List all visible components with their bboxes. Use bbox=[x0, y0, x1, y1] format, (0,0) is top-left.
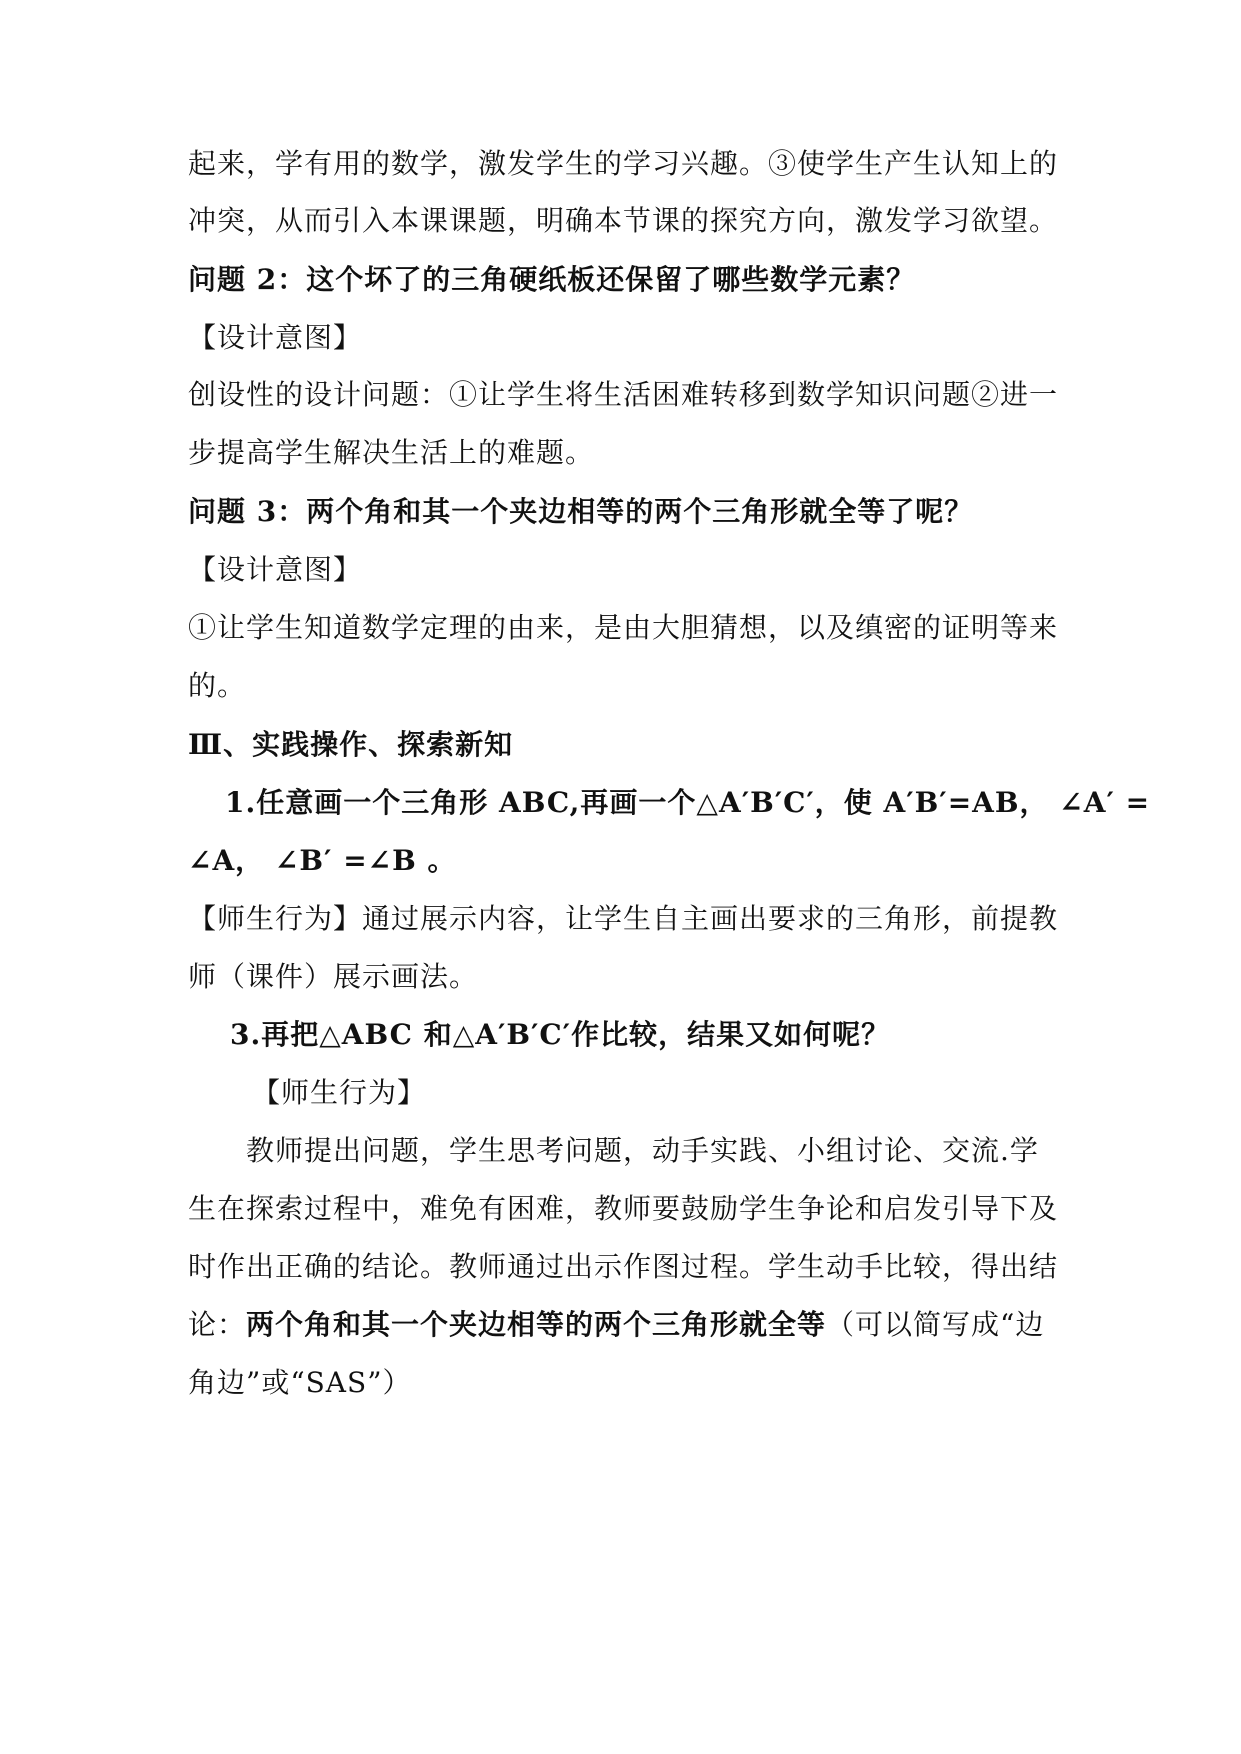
paragraph-line: 【师生行为】通过展示内容，让学生自主画出要求的三角形，前提教 bbox=[188, 902, 1059, 935]
task-line: 1.任意画一个三角形 ABC,再画一个△A′B′C′，使 A′B′=AB， ∠A′ = bbox=[225, 786, 1151, 819]
teacher-student-label: 【师生行为】 bbox=[252, 1076, 427, 1109]
paragraph-line: ①让学生知道数学定理的由来，是由大胆猜想，以及缜密的证明等来 bbox=[188, 611, 1059, 644]
task-line: 3.再把△ABC 和△A′B′C′作比较，结果又如何呢？ bbox=[230, 1018, 891, 1051]
paragraph-line: 起来，学有用的数学，激发学生的学习兴趣。③使学生产生认知上的 bbox=[188, 147, 1059, 180]
question-heading: 问题 2：这个坏了的三角硬纸板还保留了哪些数学元素？ bbox=[188, 263, 916, 296]
conclusion-lead: 论： bbox=[188, 1308, 247, 1341]
paragraph-line: 步提高学生解决生活上的难题。 bbox=[188, 436, 595, 469]
conclusion-bold: 两个角和其一个夹边相等的两个三角形就全等 bbox=[246, 1308, 827, 1341]
paragraph-line: 创设性的设计问题：①让学生将生活困难转移到数学知识问题②进一 bbox=[188, 378, 1059, 411]
paragraph-line: 教师提出问题，学生思考问题，动手实践、小组讨论、交流.学 bbox=[246, 1134, 1039, 1167]
design-intent-label: 【设计意图】 bbox=[188, 553, 363, 586]
conclusion-tail: （可以简写成“边 bbox=[826, 1308, 1045, 1341]
paragraph-line: 师（课件）展示画法。 bbox=[188, 960, 479, 993]
design-intent-label: 【设计意图】 bbox=[188, 321, 363, 354]
paragraph-line: 冲突，从而引入本课课题，明确本节课的探究方向，激发学习欲望。 bbox=[188, 204, 1059, 237]
question-heading: 问题 3：两个角和其一个夹边相等的两个三角形就全等了呢？ bbox=[188, 495, 974, 528]
paragraph-line: 时作出正确的结论。教师通过出示作图过程。学生动手比较，得出结 bbox=[188, 1250, 1059, 1283]
section-heading: Ⅲ、实践操作、探索新知 bbox=[188, 728, 514, 761]
conclusion-line bbox=[188, 1307, 1068, 1343]
task-line: ∠A， ∠B′ =∠B 。 bbox=[188, 844, 457, 877]
paragraph-line: 生在探索过程中，难免有困难，教师要鼓励学生争论和启发引导下及 bbox=[188, 1192, 1059, 1225]
paragraph-line: 的。 bbox=[188, 669, 247, 702]
paragraph-line: 角边”或“SAS”） bbox=[188, 1366, 412, 1399]
